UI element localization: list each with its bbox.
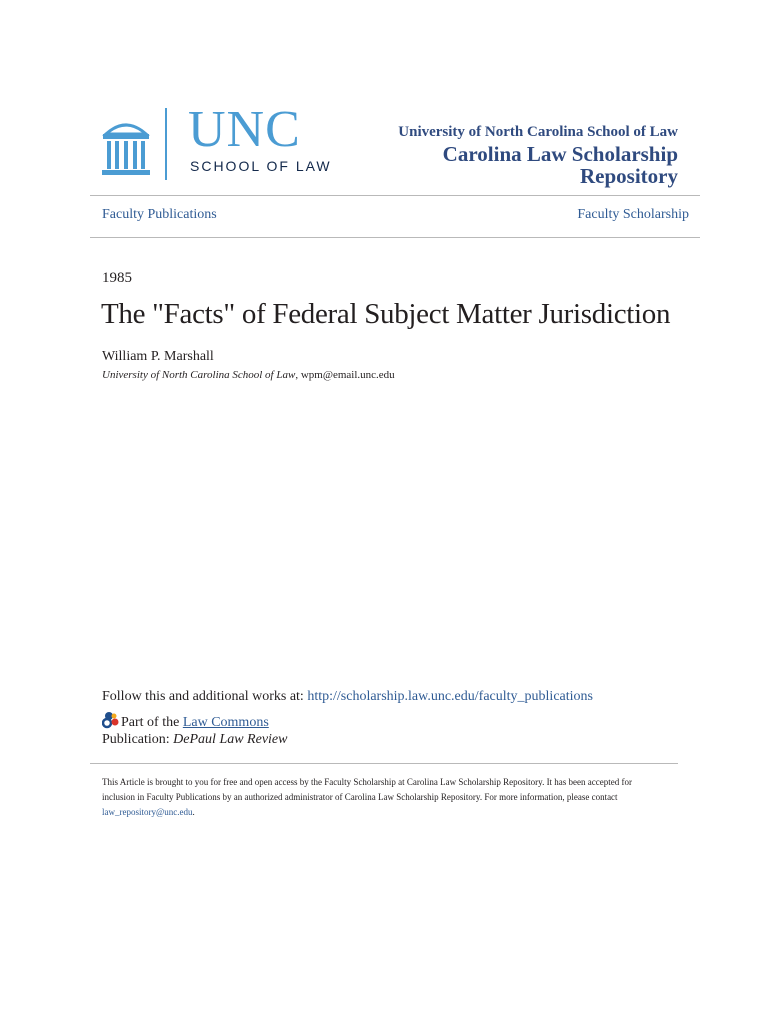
repository-school: University of North Carolina School of Law (398, 124, 678, 140)
faculty-publications-link[interactable]: Faculty Publications (102, 207, 217, 222)
article-title: The "Facts" of Federal Subject Matter Jurisdiction (101, 298, 671, 330)
repository-email-link[interactable]: law_repository@unc.edu (102, 807, 193, 817)
notice-end: . (192, 807, 195, 817)
part-label: Part of the (121, 715, 183, 730)
author-email: , wpm@email.unc.edu (295, 369, 395, 381)
part-of-line (102, 711, 269, 731)
logo-wordmark: UNC (188, 101, 301, 158)
repository-name-line1: Carolina Law Scholarship (442, 142, 678, 166)
repository-title[interactable] (398, 123, 678, 187)
nav-divider (90, 237, 700, 238)
publication-year: 1985 (102, 270, 132, 286)
affiliation-institution: University of North Carolina School of Law (102, 369, 296, 381)
repository-name-line2: Repository (580, 164, 678, 188)
footer-divider (90, 763, 678, 764)
notice-text: This Article is brought to you for free and open access by the Faculty Scholarship at Carolina Law Scholarship Repository. It has been accepted for inclusion in Faculty Publications by an authorized administrator of Carolina Law Scholarship Repository. For more information, please contact (102, 777, 633, 802)
header-divider (90, 195, 700, 196)
faculty-scholarship-link[interactable]: Faculty Scholarship (577, 207, 689, 222)
unc-law-logo[interactable] (100, 101, 350, 182)
follow-line (102, 689, 593, 705)
access-notice (102, 775, 662, 820)
commons-network-icon (102, 711, 120, 729)
publication-line (102, 732, 287, 748)
author-name: William P. Marshall (102, 349, 214, 364)
follow-label: Follow this and additional works at: (102, 689, 308, 704)
faculty-publications-url[interactable]: http://scholarship.law.unc.edu/faculty_publications (307, 689, 593, 704)
logo-subtitle: SCHOOL OF LAW (190, 158, 332, 174)
law-commons-link[interactable]: Law Commons (182, 715, 269, 730)
author-affiliation (102, 369, 395, 381)
old-well-icon (100, 114, 152, 178)
logo-divider (165, 108, 167, 180)
publication-label: Publication: (102, 732, 174, 747)
publication-journal: DePaul Law Review (173, 732, 288, 747)
